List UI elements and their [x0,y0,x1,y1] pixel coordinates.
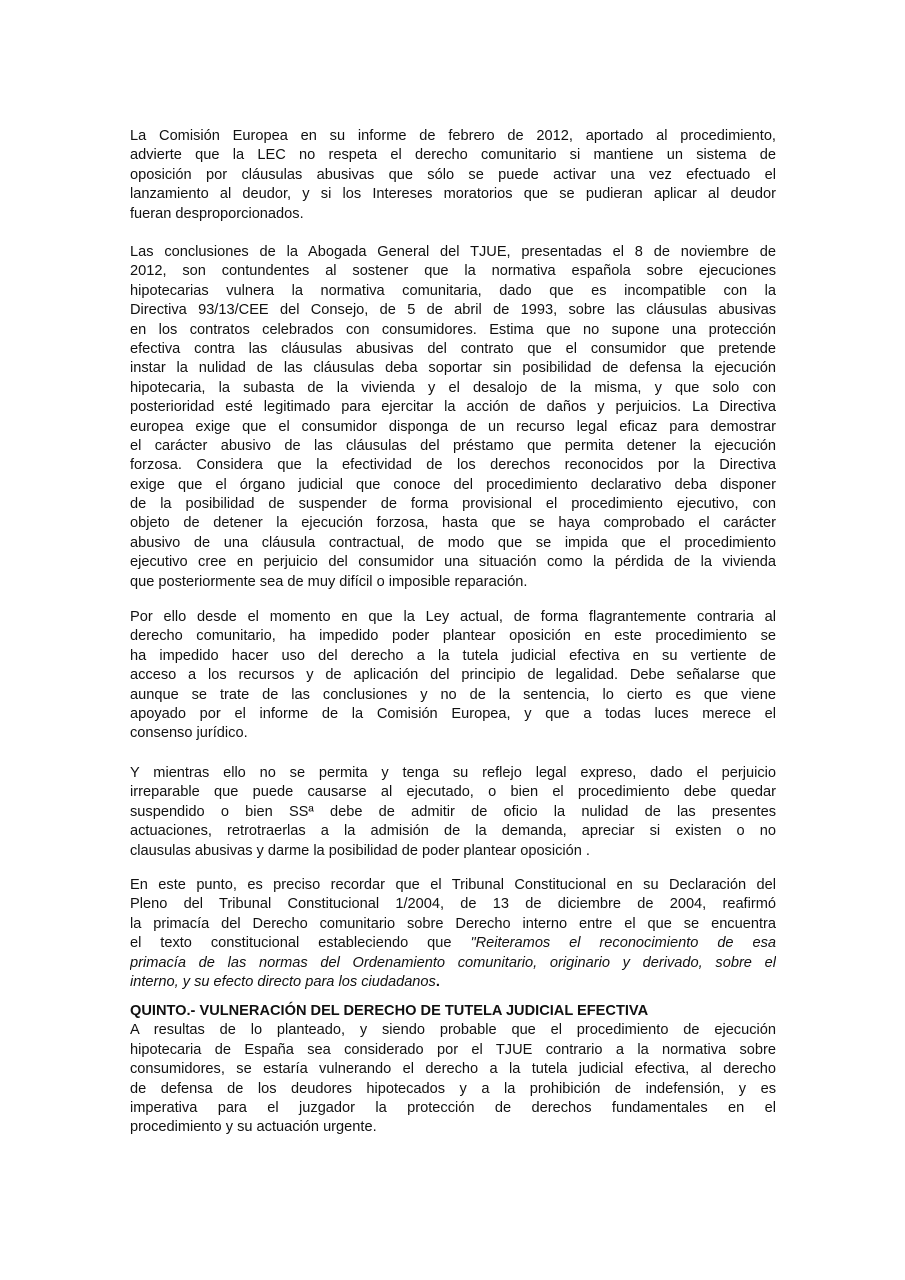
paragraph-5 [130,876,776,992]
text-line: Directiva 93/13/CEE del Consejo, de 5 de abril de 1993, sobre las cláusulas abusivas [130,302,776,319]
text-line [130,934,776,953]
text-span: . [435,973,440,990]
text-line: el carácter abusivo de las cláusulas del préstamo que permita detener la ejecución [130,437,776,454]
text-line: objeto de detener la ejecución forzosa, hasta que se haya comprobado el carácter [130,515,776,532]
paragraph-4 [130,764,776,861]
paragraph-3 [130,608,776,744]
text-line [130,973,776,992]
text-line: ha impedido hacer uso del derecho a la tutela judicial efectiva en su vertiente de [130,647,776,664]
text-line: Y mientras ello no se permita y tenga su reflejo legal expreso, dado el perjuicio [130,765,776,781]
text-line: La Comisión Europea en su informe de febrero de 2012, aportado al procedimiento, [130,128,776,144]
text-line: instar la nulidad de las cláusulas deba soportar sin posibilidad de defensa la ejecución [130,360,776,377]
text-line: Por ello desde el momento en que la Ley actual, de forma flagrantemente contraria al [130,609,776,625]
text-line: la primacía del Derecho comunitario sobre Derecho interno entre el que se encuentra [130,915,776,932]
text-line: Las conclusiones de la Abogada General del TJUE, presentadas el 8 de noviembre de [130,244,776,260]
text-line: imperativa para el juzgador la protección de derechos fundamentales en el [130,1099,776,1116]
text-line: efectiva contra las cláusulas abusivas del contrato que el consumidor que pretende [130,340,776,357]
text-line: forzosa. Considera que la efectividad de los derechos reconocidos por la Directiva [130,457,776,474]
text-line: ejecutivo cree en perjuicio del consumidor una situación como la pérdida de la vivienda [130,554,776,571]
text-line: actuaciones, retrotraerlas a la admisión de la demanda, apreciar si existen o no [130,823,776,840]
text-line: 2012, son contundentes al sostener que la normativa española sobre ejecuciones [130,263,776,280]
section-quinto [130,1002,776,1138]
text-line: que posteriormente sea de muy difícil o imposible reparación. [130,573,528,590]
text-line: posterioridad esté legitimado para ejercitar la acción de daños y perjuicios. La Directiva [130,399,776,416]
text-line: derecho comunitario, ha impedido poder plantear oposición en este procedimiento se [130,628,776,645]
text-line: fueran desproporcionados. [130,205,304,222]
section-heading: QUINTO.- VULNERACIÓN DEL DERECHO DE TUTELA JUDICIAL EFECTIVA [130,1003,649,1019]
text-line: de defensa de los deudores hipotecados y a la prohibición de indefensión, y es [130,1080,776,1097]
italic-quote: primacía de las normas del Ordenamiento comunitario, originario y derivado, sobre el [130,954,776,971]
text-line: acceso a los recursos y de aplicación del principio de legalidad. Debe señalarse que [130,667,776,684]
text-line: abusivo de una cláusula contractual, de modo que se impida que el procedimiento [130,534,776,551]
italic-quote: "Reiteramos el reconocimiento de esa [470,935,776,952]
text-line: Pleno del Tribunal Constitucional 1/2004, de 13 de diciembre de 2004, reafirmó [130,896,776,913]
paragraph-1 [130,127,776,224]
text-line: en los contratos celebrados con consumidores. Estima que no supone una protección [130,321,776,338]
text-line: lanzamiento al deudor, y si los Intereses moratorios que se pudieran aplicar al deudor [130,186,776,203]
text-line: aunque se trate de las conclusiones y no de la sentencia, lo cierto es que viene [130,686,776,703]
text-line: europea exige que el consumidor disponga de un recurso legal eficaz para demostrar [130,418,776,435]
text-line: exige que el órgano judicial que conoce del procedimiento declarativo deba disponer [130,476,776,493]
paragraph-2 [130,243,776,592]
italic-quote: interno, y su efecto directo para los ciudadanos [130,973,436,990]
text-line: A resultas de lo planteado, y siendo probable que el procedimiento de ejecución [130,1022,776,1039]
text-line: clausulas abusivas y darme la posibilidad de poder plantear oposición . [130,842,590,859]
text-line: hipotecaria, la subasta de la vivienda y el desalojo de la misma, y que solo con [130,379,776,396]
text-line: hipotecarias vulnera la normativa comunitaria, dado que es incompatible con la [130,282,776,299]
section-body [130,1021,776,1137]
text-line: consumidores, se estaría vulnerando el derecho a la tutela judicial efectiva, al derecho [130,1061,776,1078]
text-span: el texto constitucional estableciendo que [130,935,471,952]
text-line [130,954,776,973]
text-line: consenso jurídico. [130,725,248,742]
text-line: irreparable que puede causarse al ejecutado, o bien el procedimiento debe quedar [130,784,776,801]
text-line: suspendido o bien SSª debe de admitir de oficio la nulidad de las presentes [130,803,776,820]
text-line: hipotecaria de España sea considerado por el TJUE contrario a la normativa sobre [130,1041,776,1058]
text-line: advierte que la LEC no respeta el derecho comunitario si mantiene un sistema de [130,147,776,164]
text-line: En este punto, es preciso recordar que el Tribunal Constitucional en su Declaración del [130,877,776,893]
text-line: apoyado por el informe de la Comisión Europea, y que a todas luces merece el [130,705,776,722]
text-line: de la posibilidad de suspender de forma provisional el procedimiento ejecutivo, con [130,496,776,513]
text-line: oposición por cláusulas abusivas que sólo se puede activar una vez efectuado el [130,166,776,183]
text-line: procedimiento y su actuación urgente. [130,1119,377,1136]
